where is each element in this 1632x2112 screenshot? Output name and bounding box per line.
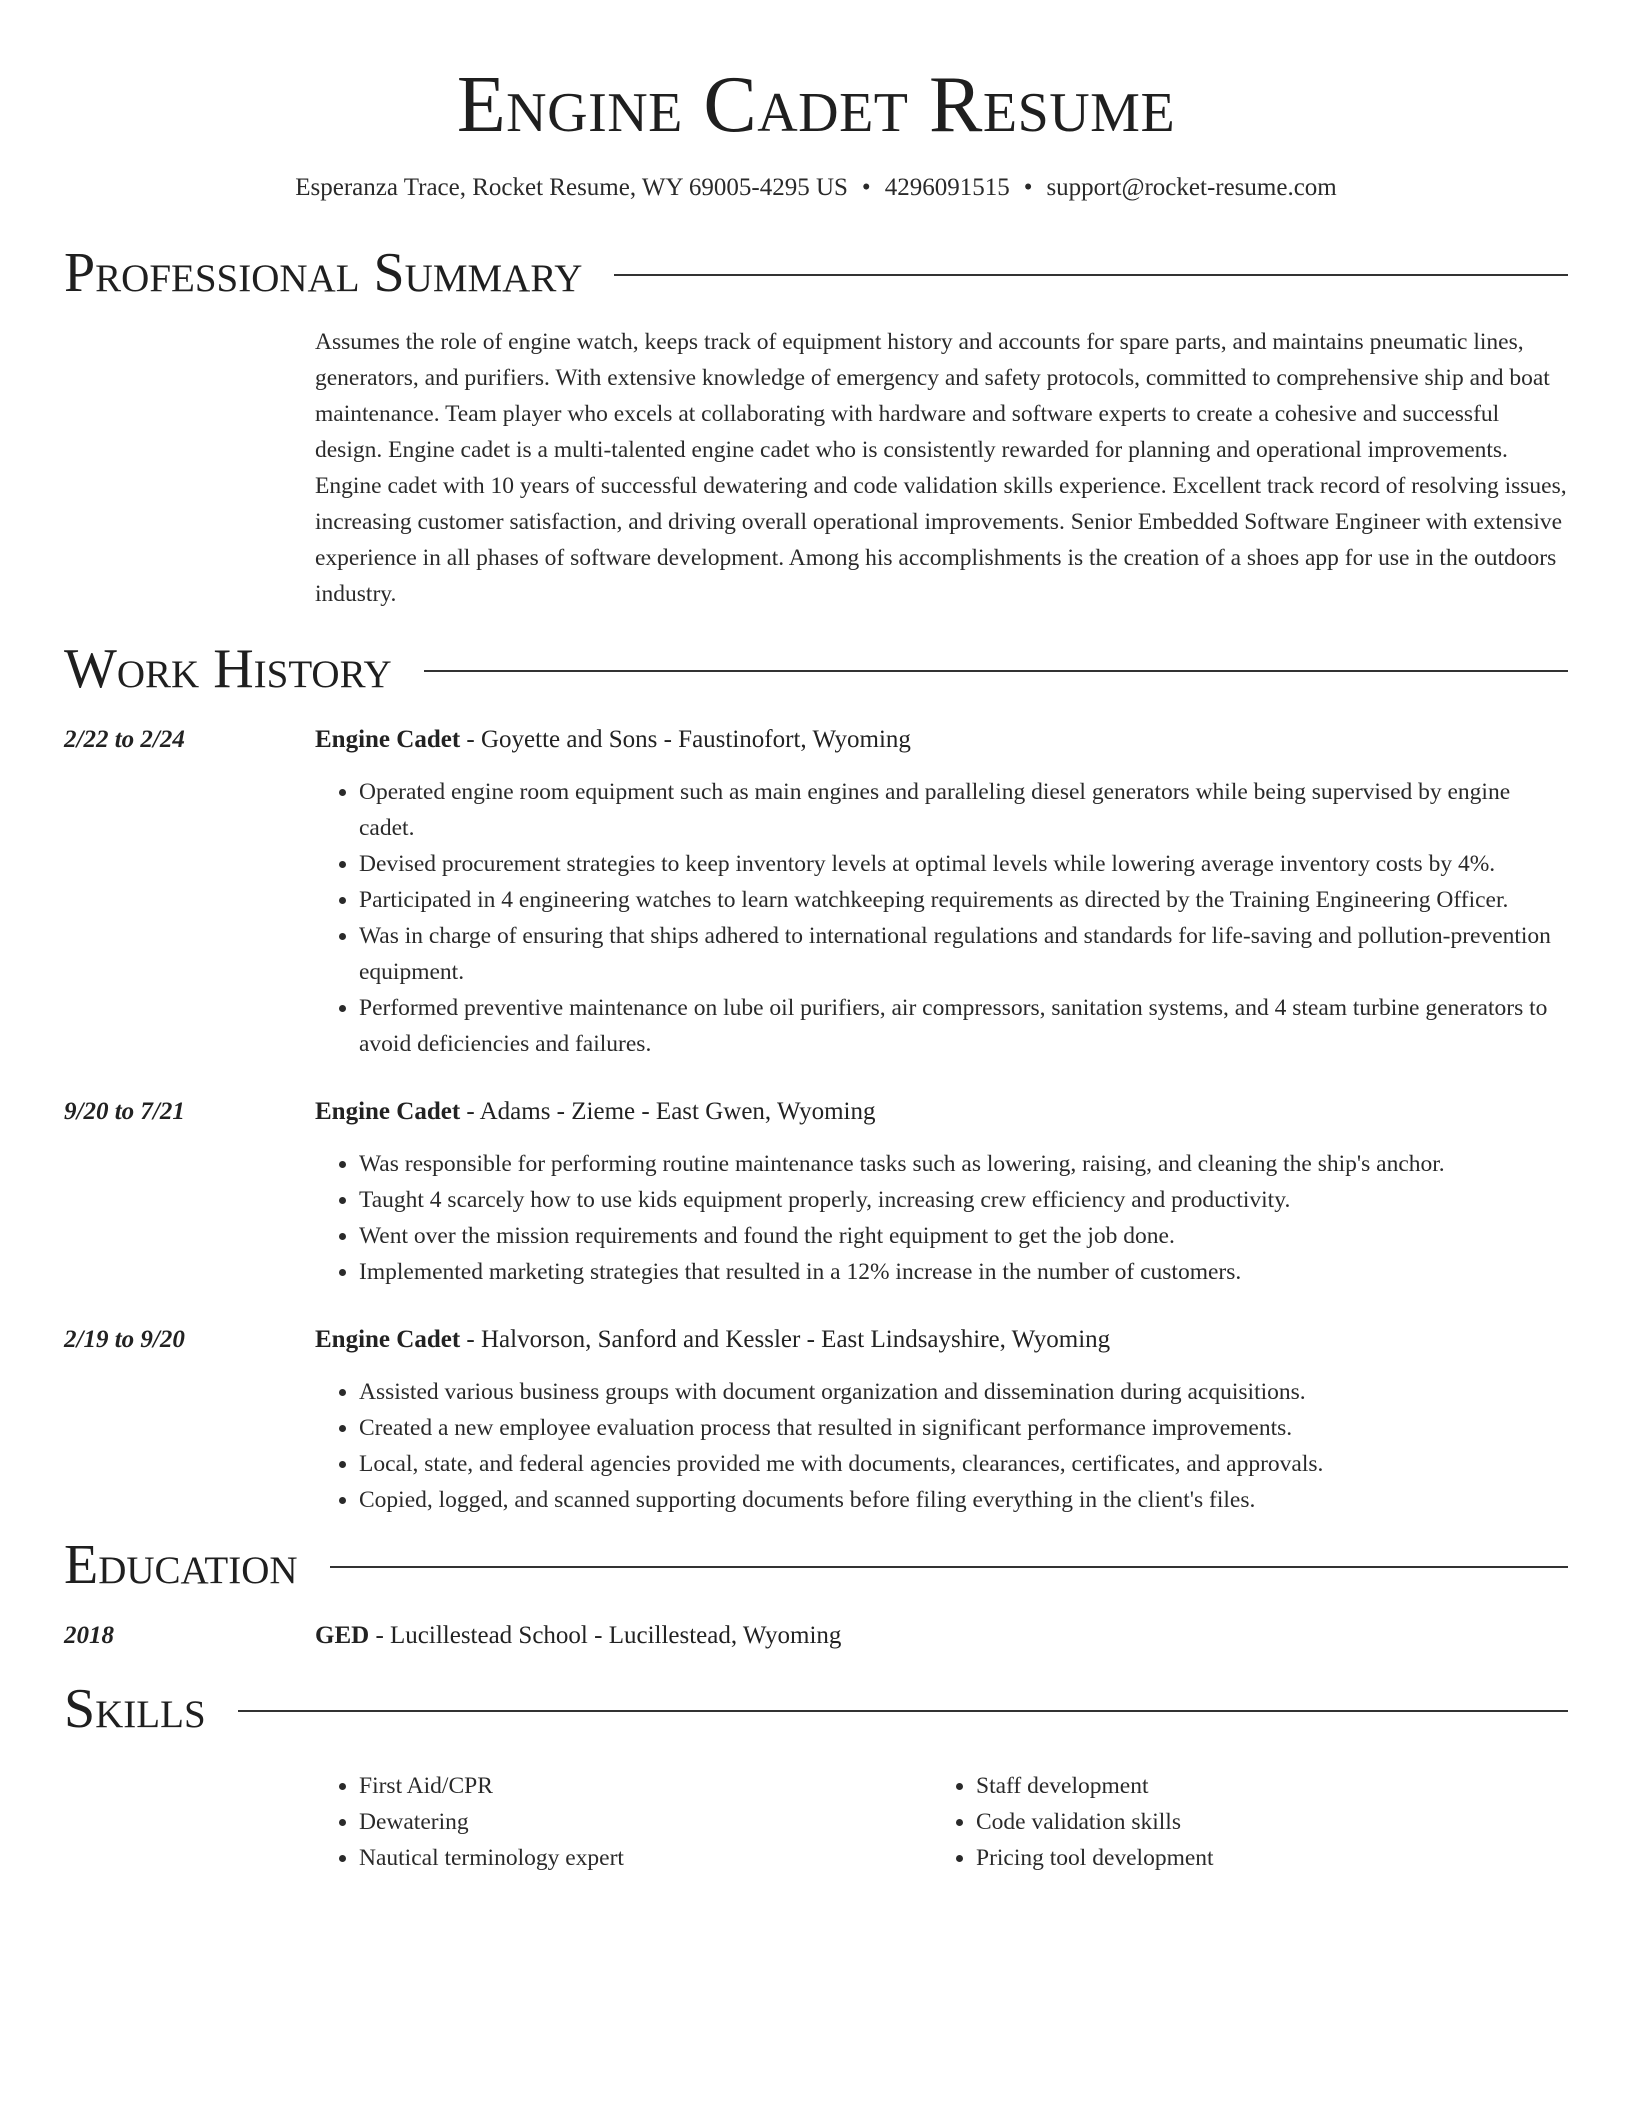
skills-grid [315,1768,1568,1876]
skills-column-left [315,1768,932,1876]
skills-column-right [932,1768,1549,1876]
job-bullet: • Implemented marketing strategies that resulted in a 12% increase in the number of customers. [359,1254,1568,1290]
job-bullet: • Local, state, and federal agencies provided me with documents, clearances, certificates, and approvals. [359,1446,1568,1482]
resume-title: Engine Cadet Resume [456,61,1176,149]
job-bullets [315,1146,1568,1290]
job-entry [64,1322,1568,1518]
job-title: Engine Cadet [315,1098,461,1125]
job-bullet: • Went over the mission requirements and found the right equipment to get the job done. [359,1218,1568,1254]
contact-separator: • [1023,174,1033,201]
job-bullets [315,1374,1568,1518]
section-rule [424,670,1568,672]
education-degree: GED [315,1622,370,1649]
education-school: - Lucillestead School - Lucillestead, Wyoming [369,1622,842,1649]
education-section-header [64,1534,1568,1596]
section-title-education: Education [64,1534,298,1596]
job-bullet: • Was responsible for performing routine maintenance tasks such as lowering, raising, and cleaning the ship's anchor. [359,1146,1568,1182]
job-heading [315,722,1568,758]
skill-item: • Dewatering [359,1804,932,1840]
job-entry [64,1094,1568,1290]
work-section-header [64,638,1568,700]
skill-item: • Pricing tool development [976,1840,1549,1876]
education-entry [64,1618,1568,1654]
section-rule [330,1566,1568,1568]
job-dates: 2/19 to 9/20 [64,1326,185,1353]
resume-page [64,0,1568,1876]
section-rule [614,274,1568,276]
job-bullet: • Created a new employee evaluation process that resulted in significant performance improvements. [359,1410,1568,1446]
job-entry [64,722,1568,1062]
section-title-summary: Professional Summary [64,242,583,304]
skill-item: • First Aid/CPR [359,1768,932,1804]
job-heading [315,1322,1568,1358]
section-rule [238,1710,1568,1712]
job-bullet: • Was in charge of ensuring that ships adhered to international regulations and standards for life-saving and pollution-prevention equipment. [359,918,1568,990]
section-title-work: Work History [64,638,392,700]
job-bullets [315,774,1568,1062]
education-year: 2018 [64,1622,114,1649]
contact-separator: • [861,174,871,201]
contact-email: support@rocket-resume.com [1046,174,1337,201]
job-heading [315,1094,1568,1130]
contact-phone: 4296091515 [884,174,1010,201]
job-dates: 9/20 to 7/21 [64,1098,185,1125]
skill-item: • Code validation skills [976,1804,1549,1840]
summary-text: Assumes the role of engine watch, keeps track of equipment history and accounts for spare parts, and maintains pneumatic lines, generators, and purifiers. With extensive knowledge of emergency and safety protocols, committed to comprehensive ship and boat maintenance. Team player who excels at collaborating with hardware and software experts to create a cohesive and successful design. Engine cadet is a multi-talented engine cadet who is consistently rewarded for planning and operational improvements. Engine cadet with 10 years of successful dewatering and code validation skills experience. Excellent track record of resolving issues, increasing customer satisfaction, and driving overall operational improvements. Senior Embedded Software Engineer with extensive experience in all phases of software development. Among his accomplishments is the creation of a shoes app for use in the outdoors industry. [315,329,1567,607]
job-employer: - Halvorson, Sanford and Kessler - East Lindsayshire, Wyoming [460,1326,1111,1353]
job-bullet: • Operated engine room equipment such as main engines and paralleling diesel generators while being supervised by engine cadet. [359,774,1568,846]
job-bullet: • Performed preventive maintenance on lube oil purifiers, air compressors, sanitation systems, and 4 steam turbine generators to avoid deficiencies and failures. [359,990,1568,1062]
job-title: Engine Cadet [315,1326,461,1353]
job-bullet: • Copied, logged, and scanned supporting documents before filing everything in the client's files. [359,1482,1568,1518]
section-title-skills: Skills [64,1678,206,1740]
skill-item: • Nautical terminology expert [359,1840,932,1876]
job-bullet: • Participated in 4 engineering watches to learn watchkeeping requirements as directed by the Training Engineering Officer. [359,882,1568,918]
education-details [315,1618,841,1654]
skills-section-header [64,1678,1568,1740]
contact-address: Esperanza Trace, Rocket Resume, WY 69005-4295 US [295,174,848,201]
job-employer: - Goyette and Sons - Faustinofort, Wyoming [460,726,911,753]
job-bullet: • Assisted various business groups with document organization and dissemination during acquisitions. [359,1374,1568,1410]
contact-line [64,172,1568,204]
job-bullet: • Taught 4 scarcely how to use kids equipment properly, increasing crew efficiency and productivity. [359,1182,1568,1218]
job-dates: 2/22 to 2/24 [64,726,185,753]
job-employer: - Adams - Zieme - East Gwen, Wyoming [460,1098,876,1125]
skill-item: • Staff development [976,1768,1549,1804]
job-bullet: • Devised procurement strategies to keep inventory levels at optimal levels while lowering average inventory costs by 4%. [359,846,1568,882]
summary-section-header [64,242,1568,304]
job-title: Engine Cadet [315,726,461,753]
